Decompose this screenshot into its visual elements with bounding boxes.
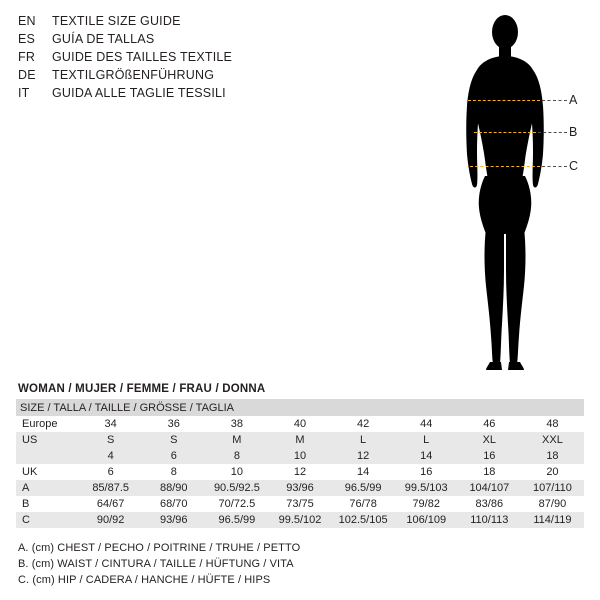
table-row bbox=[16, 416, 584, 432]
cell: 85/87.5 bbox=[79, 480, 142, 496]
cell: 8 bbox=[205, 448, 268, 464]
cell: 107/110 bbox=[521, 480, 584, 496]
cell: 90.5/92.5 bbox=[205, 480, 268, 496]
cell: 104/107 bbox=[458, 480, 521, 496]
language-row-de bbox=[18, 68, 318, 86]
cell: 18 bbox=[521, 448, 584, 464]
cell: 16 bbox=[458, 448, 521, 464]
cell: 8 bbox=[142, 464, 205, 480]
row-label: US bbox=[16, 432, 79, 448]
cell: 20 bbox=[521, 464, 584, 480]
language-title: TEXTILGRÖßENFÜHRUNG bbox=[52, 68, 215, 82]
marker-label-b: B bbox=[569, 125, 578, 139]
cell: 110/113 bbox=[458, 512, 521, 528]
row-label: Europe bbox=[16, 416, 79, 432]
language-row-es bbox=[18, 32, 318, 50]
cell: 12 bbox=[332, 448, 395, 464]
language-title: GUÍA DE TALLAS bbox=[52, 32, 155, 46]
row-label bbox=[16, 448, 79, 464]
cell: 14 bbox=[332, 464, 395, 480]
cell: S bbox=[142, 432, 205, 448]
language-title: GUIDE DES TAILLES TEXTILE bbox=[52, 50, 233, 64]
cell: 34 bbox=[79, 416, 142, 432]
cell: 12 bbox=[268, 464, 331, 480]
cell: 46 bbox=[458, 416, 521, 432]
row-label: A bbox=[16, 480, 79, 496]
cell: 93/96 bbox=[142, 512, 205, 528]
legend-row-b: B. (cm) WAIST / CINTURA / TAILLE / HÜFTUNG / VITA bbox=[18, 558, 294, 570]
waist-marker-line bbox=[538, 132, 567, 133]
language-code: DE bbox=[18, 68, 36, 82]
cell: 44 bbox=[395, 416, 458, 432]
language-row-en bbox=[18, 14, 318, 32]
table-section-title: WOMAN / MUJER / FEMME / FRAU / DONNA bbox=[18, 383, 266, 395]
cell: 99.5/102 bbox=[268, 512, 331, 528]
cell: 87/90 bbox=[521, 496, 584, 512]
cell: 90/92 bbox=[79, 512, 142, 528]
hip-measure-line bbox=[470, 166, 540, 167]
cell: M bbox=[268, 432, 331, 448]
cell: 40 bbox=[268, 416, 331, 432]
cell: 48 bbox=[521, 416, 584, 432]
table-row bbox=[16, 496, 584, 512]
waist-measure-line bbox=[474, 132, 536, 133]
cell: XXL bbox=[521, 432, 584, 448]
language-code: IT bbox=[18, 86, 30, 100]
measurement-legend bbox=[18, 540, 578, 588]
cell: 114/119 bbox=[521, 512, 584, 528]
female-silhouette-figure bbox=[430, 8, 600, 378]
table-header-label: SIZE / TALLA / TAILLE / GRÖSSE / TAGLIA bbox=[16, 399, 584, 416]
row-label: B bbox=[16, 496, 79, 512]
language-title: TEXTILE SIZE GUIDE bbox=[52, 14, 181, 28]
cell: 96.5/99 bbox=[332, 480, 395, 496]
cell: 36 bbox=[142, 416, 205, 432]
cell: 6 bbox=[79, 464, 142, 480]
silhouette-icon bbox=[430, 8, 600, 378]
row-label: C bbox=[16, 512, 79, 528]
cell: 79/82 bbox=[395, 496, 458, 512]
cell: 14 bbox=[395, 448, 458, 464]
size-table bbox=[16, 399, 584, 528]
cell: 10 bbox=[205, 464, 268, 480]
cell: 18 bbox=[458, 464, 521, 480]
cell: 96.5/99 bbox=[205, 512, 268, 528]
cell: 6 bbox=[142, 448, 205, 464]
cell: L bbox=[395, 432, 458, 448]
cell: 106/109 bbox=[395, 512, 458, 528]
cell: M bbox=[205, 432, 268, 448]
language-titles bbox=[18, 14, 318, 104]
cell: 68/70 bbox=[142, 496, 205, 512]
size-table-section bbox=[16, 383, 584, 528]
table-row bbox=[16, 480, 584, 496]
cell: 99.5/103 bbox=[395, 480, 458, 496]
row-label: UK bbox=[16, 464, 79, 480]
cell: 83/86 bbox=[458, 496, 521, 512]
cell: 76/78 bbox=[332, 496, 395, 512]
legend-row-c: C. (cm) HIP / CADERA / HANCHE / HÜFTE / HIPS bbox=[18, 574, 271, 586]
table-header-row bbox=[16, 399, 584, 416]
cell: L bbox=[332, 432, 395, 448]
cell: 102.5/105 bbox=[332, 512, 395, 528]
table-row bbox=[16, 512, 584, 528]
table-row bbox=[16, 448, 584, 464]
cell: XL bbox=[458, 432, 521, 448]
language-title: GUIDA ALLE TAGLIE TESSILI bbox=[52, 86, 226, 100]
cell: 93/96 bbox=[268, 480, 331, 496]
cell: S bbox=[79, 432, 142, 448]
cell: 73/75 bbox=[268, 496, 331, 512]
cell: 64/67 bbox=[79, 496, 142, 512]
language-code: FR bbox=[18, 50, 36, 64]
cell: 88/90 bbox=[142, 480, 205, 496]
table-row bbox=[16, 432, 584, 448]
cell: 4 bbox=[79, 448, 142, 464]
cell: 42 bbox=[332, 416, 395, 432]
cell: 70/72.5 bbox=[205, 496, 268, 512]
chest-measure-line bbox=[468, 100, 540, 101]
legend-row-a: A. (cm) CHEST / PECHO / POITRINE / TRUHE / PETTO bbox=[18, 542, 301, 554]
marker-label-c: C bbox=[569, 159, 579, 173]
cell: 10 bbox=[268, 448, 331, 464]
language-code: ES bbox=[18, 32, 36, 46]
chest-marker-line bbox=[542, 100, 567, 101]
hip-marker-line bbox=[542, 166, 567, 167]
table-row bbox=[16, 464, 584, 480]
cell: 38 bbox=[205, 416, 268, 432]
marker-label-a: A bbox=[569, 93, 578, 107]
cell: 16 bbox=[395, 464, 458, 480]
language-row-fr bbox=[18, 50, 318, 68]
language-code: EN bbox=[18, 14, 36, 28]
language-row-it bbox=[18, 86, 318, 104]
